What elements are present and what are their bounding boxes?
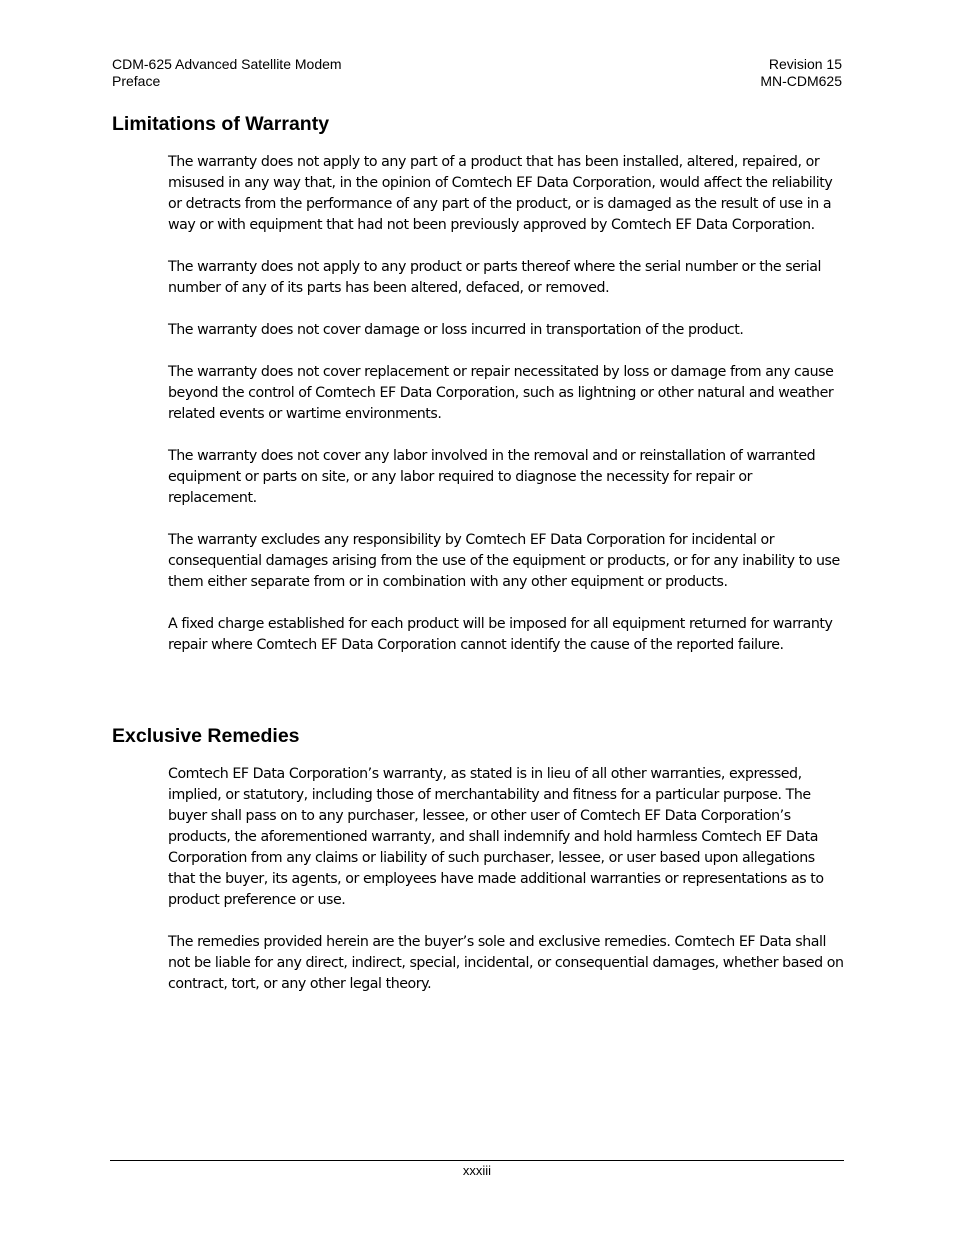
document-title: CDM-625 Advanced Satellite Modem bbox=[112, 56, 342, 72]
paragraph: The warranty does not cover any labor involved in the removal and or reinstallation of warranted equipment or parts on site, or any labor required to diagnose the necessity for repair or replacement. bbox=[168, 448, 816, 506]
paragraph: A fixed charge established for each product will be imposed for all equipment returned for warranty repair where Comtech EF Data Corporation cannot identify the cause of the reported failure. bbox=[168, 616, 833, 653]
paragraph: Comtech EF Data Corporation’s warranty, as stated is in lieu of all other warranties, expressed, implied, or statutory, including those of merchantability and fitness for a particular purpose. The buyer shall pass on to any purchaser, lessee, or other user of Comtech EF Data Corporation’s products, the aforementioned warranty, and shall indemnify and hold harmless Comtech EF Data Corporation from any claims or liability of such purchaser, lessee, or user based upon allegations that the buyer, its agents, or employees have made additional warranties or representations as to product preference or use. bbox=[168, 766, 824, 908]
section-heading-limitations-of-warranty: Limitations of Warranty bbox=[112, 113, 330, 135]
section-body-limitations-of-warranty bbox=[168, 152, 844, 677]
paragraph: The warranty does not cover replacement or repair necessitated by loss or damage from any cause beyond the control of Comtech EF Data Corporation, such as lightning or other natural and weather related events or wartime environments. bbox=[168, 364, 834, 422]
section-body-exclusive-remedies bbox=[168, 764, 844, 1016]
chapter-name: Preface bbox=[112, 72, 161, 89]
paragraph: The warranty does not cover damage or loss incurred in transportation of the product. bbox=[168, 322, 744, 338]
paragraph: The warranty does not apply to any part of a product that has been installed, altered, repaired, or misused in any way that, in the opinion of Comtech EF Data Corporation, would affect the reliability or detracts from the performance of any part of the product, or is damaged as the result of use in a way or with equipment that had not been previously approved by Comtech EF Data Corporation. bbox=[168, 154, 833, 233]
running-header-left bbox=[112, 56, 342, 89]
running-header-right bbox=[760, 56, 842, 89]
paragraph: The remedies provided herein are the buyer’s sole and exclusive remedies. Comtech EF Data shall not be liable for any direct, indirect, special, incidental, or consequential damages, whether based on contract, tort, or any other legal theory. bbox=[168, 934, 844, 992]
page-number: xxxiii bbox=[462, 1163, 492, 1178]
paragraph: The warranty excludes any responsibility by Comtech EF Data Corporation for incidental or consequential damages arising from the use of the equipment or products, or for any inability to use them either separate from or in combination with any other equipment or products. bbox=[168, 532, 840, 590]
paragraph: The warranty does not apply to any product or parts thereof where the serial number or the serial number of any of its parts has been altered, defaced, or removed. bbox=[168, 259, 822, 296]
footer-divider bbox=[110, 1160, 844, 1161]
manual-number: MN-CDM625 bbox=[760, 72, 842, 89]
section-heading-exclusive-remedies: Exclusive Remedies bbox=[112, 725, 300, 747]
revision-label: Revision 15 bbox=[768, 56, 842, 72]
